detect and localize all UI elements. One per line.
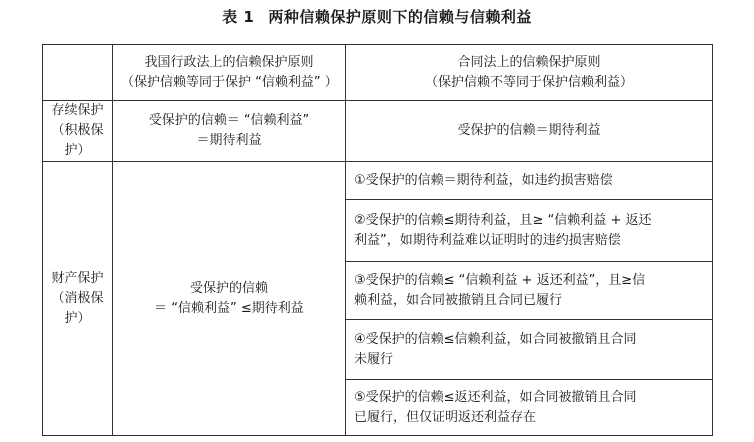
table-header-row [43, 45, 713, 101]
contract-item-4-line2: 未履行 [354, 351, 394, 367]
header-administrative-subtitle: （保护信赖等同于保护 “信赖利益” ） [121, 74, 338, 90]
contract-item-3-line2: 赖利益，如合同被撤销且合同已履行 [354, 292, 563, 308]
cell-active-administrative-line1: 受保护的信赖＝ “信赖利益” [148, 113, 310, 128]
contract-item-5-line1: ⑤受保护的信赖≤返还利益，如合同被撤销且合同 [354, 389, 637, 405]
cell-passive-contract-item-5 [346, 380, 713, 436]
header-administrative-cell [113, 45, 346, 101]
table-number: 表 1 [222, 8, 255, 26]
row-label-passive-line2: （消极保护） [51, 290, 104, 326]
table-caption [0, 6, 754, 28]
cell-passive-administrative-line2: ＝ “信赖利益” ≤期待利益 [154, 300, 304, 316]
cell-passive-administrative [113, 162, 346, 436]
contract-item-2-line2: 利益”，如期待利益难以证明时的违约损害赔偿 [354, 232, 621, 248]
contract-item-4-line1: ④受保护的信赖≤信赖利益，如合同被撤销且合同 [354, 331, 637, 347]
row-label-active-line2: （积极保护） [51, 123, 104, 158]
header-contract-title: 合同法上的信赖保护原则 [457, 54, 601, 70]
contract-item-3-line1: ③受保护的信赖≤ “信赖利益 + 返还利益”，且≥信 [354, 272, 646, 288]
cell-passive-administrative-line1: 受保护的信赖 [189, 280, 268, 296]
table-row-passive-item-1 [43, 162, 713, 200]
header-administrative-title: 我国行政法上的信赖保护原则 [144, 54, 314, 70]
row-label-passive-line1: 财产保护 [51, 270, 104, 286]
contract-item-1-line1: ①受保护的信赖＝期待利益，如违约损害赔偿 [354, 172, 613, 188]
cell-passive-contract-item-1 [346, 162, 713, 200]
cell-active-administrative-line2: ＝期待利益 [196, 133, 262, 148]
cell-active-contract: 受保护的信赖＝期待利益 [346, 101, 713, 162]
table-row-active-protection [43, 101, 713, 162]
cell-passive-contract-item-3 [346, 262, 713, 320]
row-label-active-line1: 存续保护 [51, 103, 104, 118]
header-contract-cell [346, 45, 713, 101]
table-title: 两种信赖保护原则下的信赖与信赖利益 [268, 8, 532, 26]
contract-item-5-line2: 已履行，但仅证明返还利益存在 [354, 409, 537, 425]
header-corner-cell [43, 45, 113, 101]
cell-passive-contract-item-4 [346, 320, 713, 380]
row-label-active-protection [43, 101, 113, 162]
cell-active-administrative [113, 101, 346, 162]
header-contract-subtitle: （保护信赖不等同于保护信赖利益） [424, 74, 633, 90]
comparison-table [42, 44, 713, 436]
contract-item-2-line1: ②受保护的信赖≤期待利益，且≥ “信赖利益 + 返还 [354, 212, 652, 228]
cell-passive-contract-item-2 [346, 200, 713, 262]
row-label-passive-protection [43, 162, 113, 436]
